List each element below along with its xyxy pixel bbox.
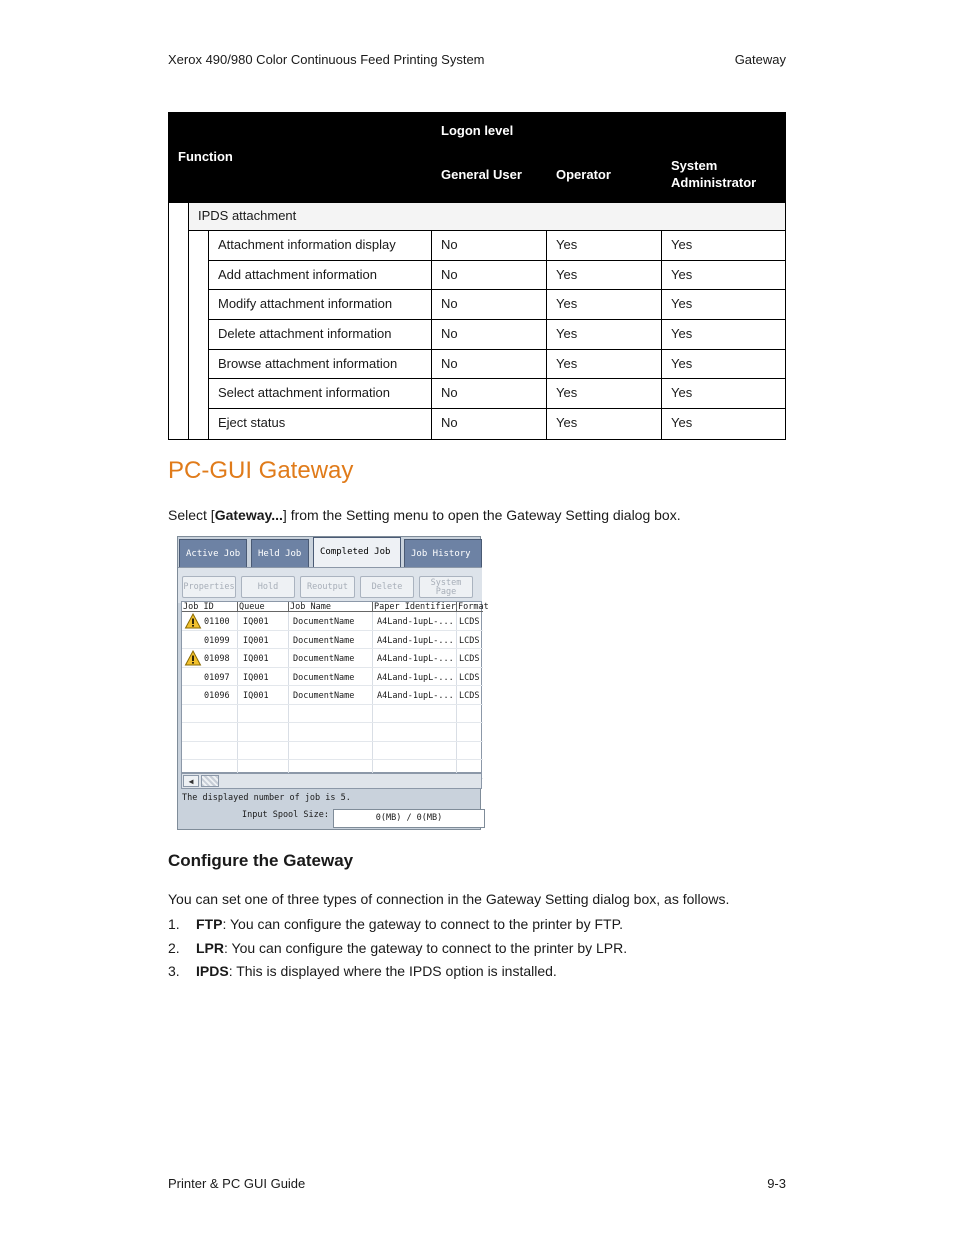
permission-cell: No xyxy=(432,231,547,260)
table-row xyxy=(209,290,785,320)
footer-page-number: 9-3 xyxy=(767,1176,786,1191)
properties-button[interactable]: Properties xyxy=(182,576,236,598)
job-name-cell: DocumentName xyxy=(293,617,355,627)
list-text: : You can configure the gateway to connect to the printer by LPR. xyxy=(224,940,628,956)
list-text: : This is displayed where the IPDS option is installed. xyxy=(228,963,557,979)
function-cell: Modify attachment information xyxy=(209,290,432,319)
job-row xyxy=(182,742,483,761)
intro-menu-item: Gateway... xyxy=(214,507,283,523)
permission-cell: Yes xyxy=(671,237,693,252)
column-header-general-user: General User xyxy=(441,167,522,182)
job-list xyxy=(181,601,489,773)
job-name-cell: DocumentName xyxy=(293,654,355,664)
indent-rail xyxy=(169,203,189,439)
column-format[interactable]: Format xyxy=(458,602,489,612)
input-spool-size-label: Input Spool Size: xyxy=(242,810,329,820)
queue-cell: IQ001 xyxy=(243,672,269,683)
hold-button[interactable]: Hold xyxy=(241,576,295,598)
queue-cell: IQ001 xyxy=(243,617,269,627)
group-row-ipds-attachment: IPDS attachment xyxy=(189,203,785,231)
intro-text: ] from the Setting menu to open the Gateway Setting dialog box. xyxy=(282,507,681,523)
list-term: LPR xyxy=(196,940,224,956)
subsection-intro: You can set one of three types of connection in the Gateway Setting dialog box, as follows. xyxy=(168,891,730,907)
job-id-cell: 01100 xyxy=(204,617,230,627)
function-cell: Delete attachment information xyxy=(209,320,432,349)
job-row xyxy=(182,723,483,742)
subsection-title: Configure the Gateway xyxy=(168,851,354,870)
list-number: 1. xyxy=(168,916,180,932)
access-table-rows xyxy=(209,231,785,439)
access-table xyxy=(168,112,786,440)
job-id-cell: 01097 xyxy=(204,672,230,683)
table-row xyxy=(209,409,785,439)
list-number: 2. xyxy=(168,940,180,956)
job-toolbar xyxy=(178,567,482,603)
access-table-header xyxy=(169,113,785,203)
permission-cell: Yes xyxy=(671,385,693,401)
delete-button[interactable]: Delete xyxy=(360,576,414,598)
list-item xyxy=(168,940,627,956)
job-row[interactable] xyxy=(182,686,483,705)
job-name-cell: DocumentName xyxy=(293,672,355,683)
job-list-header xyxy=(182,602,489,612)
warning-icon xyxy=(185,650,201,666)
format-cell: LCDS xyxy=(459,635,480,646)
permission-cell: Yes xyxy=(671,415,693,431)
column-job-id[interactable]: Job ID xyxy=(182,602,238,612)
function-header: Function xyxy=(178,149,233,164)
list-term: IPDS xyxy=(196,963,229,979)
logon-level-header: Logon level xyxy=(441,123,514,138)
tab-active-job[interactable]: Active Job xyxy=(179,539,247,567)
table-row xyxy=(209,261,785,291)
permission-cell: No xyxy=(432,290,547,319)
indent-rail xyxy=(189,231,209,439)
permission-cell: Yes xyxy=(671,326,693,342)
job-id-cell: 01098 xyxy=(204,654,230,664)
paper-identifier-cell: A4Land-1upL-... xyxy=(377,654,454,664)
list-item xyxy=(168,963,557,979)
permission-cell: Yes xyxy=(547,231,662,260)
table-row xyxy=(209,379,785,409)
reoutput-button[interactable]: Reoutput xyxy=(300,576,355,598)
job-id-cell: 01099 xyxy=(204,635,230,646)
warning-icon xyxy=(185,613,201,629)
list-number: 3. xyxy=(168,963,180,979)
function-cell: Add attachment information xyxy=(209,261,432,290)
format-cell: LCDS xyxy=(459,654,480,664)
job-row[interactable] xyxy=(182,649,483,668)
permission-cell: No xyxy=(432,409,547,439)
input-spool-size-value: 0(MB) / 0(MB) xyxy=(333,809,485,828)
permission-cell: Yes xyxy=(671,296,693,312)
function-cell: Browse attachment information xyxy=(209,350,432,379)
format-cell: LCDS xyxy=(459,672,480,683)
table-row xyxy=(209,350,785,380)
intro-text: Select [ xyxy=(168,507,215,523)
job-row xyxy=(182,705,483,724)
tab-bar xyxy=(178,537,482,567)
format-cell: LCDS xyxy=(459,617,480,627)
permission-cell: Yes xyxy=(547,409,662,439)
job-count-status: The displayed number of job is 5. xyxy=(182,793,351,803)
job-row[interactable] xyxy=(182,612,483,631)
horizontal-scrollbar[interactable] xyxy=(181,773,482,789)
permission-cell: Yes xyxy=(671,266,693,282)
function-cell: Attachment information display xyxy=(209,231,432,260)
permission-cell: Yes xyxy=(547,261,662,290)
running-header-title: Xerox 490/980 Color Continuous Feed Printing System xyxy=(168,52,485,67)
job-row[interactable] xyxy=(182,631,483,650)
permission-cell: No xyxy=(432,320,547,349)
list-text: : You can configure the gateway to connect to the printer by FTP. xyxy=(222,916,624,932)
system-page-button[interactable]: System Page xyxy=(419,576,473,598)
permission-cell: Yes xyxy=(547,379,662,408)
column-header-system-administrator: System Administrator xyxy=(671,158,757,190)
queue-cell: IQ001 xyxy=(243,635,269,646)
function-cell: Select attachment information xyxy=(209,379,432,408)
scroll-thumb[interactable] xyxy=(201,775,219,787)
tab-job-history[interactable]: Job History xyxy=(404,539,482,567)
paper-identifier-cell: A4Land-1upL-... xyxy=(377,691,454,701)
table-row xyxy=(209,231,785,261)
table-row xyxy=(209,320,785,350)
job-name-cell: DocumentName xyxy=(293,691,355,701)
list-term: FTP xyxy=(196,916,223,932)
queue-cell: IQ001 xyxy=(243,691,269,701)
queue-cell: IQ001 xyxy=(243,654,269,664)
paper-identifier-cell: A4Land-1upL-... xyxy=(377,617,454,627)
permission-cell: No xyxy=(432,350,547,379)
permission-cell: Yes xyxy=(547,320,662,349)
tab-completed-job[interactable]: Completed Job xyxy=(313,537,401,568)
paper-identifier-cell: A4Land-1upL-... xyxy=(377,672,454,683)
column-queue[interactable]: Queue xyxy=(238,602,289,612)
running-header-section: Gateway xyxy=(734,52,786,67)
paper-identifier-cell: A4Land-1upL-... xyxy=(377,635,454,646)
access-table-body xyxy=(169,203,785,439)
job-id-cell: 01096 xyxy=(204,691,230,701)
job-name-cell: DocumentName xyxy=(293,635,355,646)
list-item xyxy=(168,916,623,932)
column-paper-identifier[interactable]: Paper Identifier xyxy=(374,602,456,612)
footer-guide-title: Printer & PC GUI Guide xyxy=(168,1176,306,1191)
tab-held-job[interactable]: Held Job xyxy=(251,539,309,567)
section-title: PC-GUI Gateway xyxy=(168,457,354,484)
permission-cell: Yes xyxy=(671,355,693,371)
column-header-operator: Operator xyxy=(556,167,611,182)
gateway-window-screenshot xyxy=(177,536,489,830)
job-row[interactable] xyxy=(182,668,483,687)
permission-cell: No xyxy=(432,379,547,408)
permission-cell: Yes xyxy=(547,350,662,379)
permission-cell: Yes xyxy=(547,290,662,319)
column-job-name[interactable]: Job Name xyxy=(289,602,373,612)
permission-cell: No xyxy=(432,261,547,290)
function-cell: Eject status xyxy=(209,409,432,439)
section-intro xyxy=(168,507,681,523)
format-cell: LCDS xyxy=(459,691,480,701)
scroll-left-icon[interactable]: ◀ xyxy=(183,775,199,787)
